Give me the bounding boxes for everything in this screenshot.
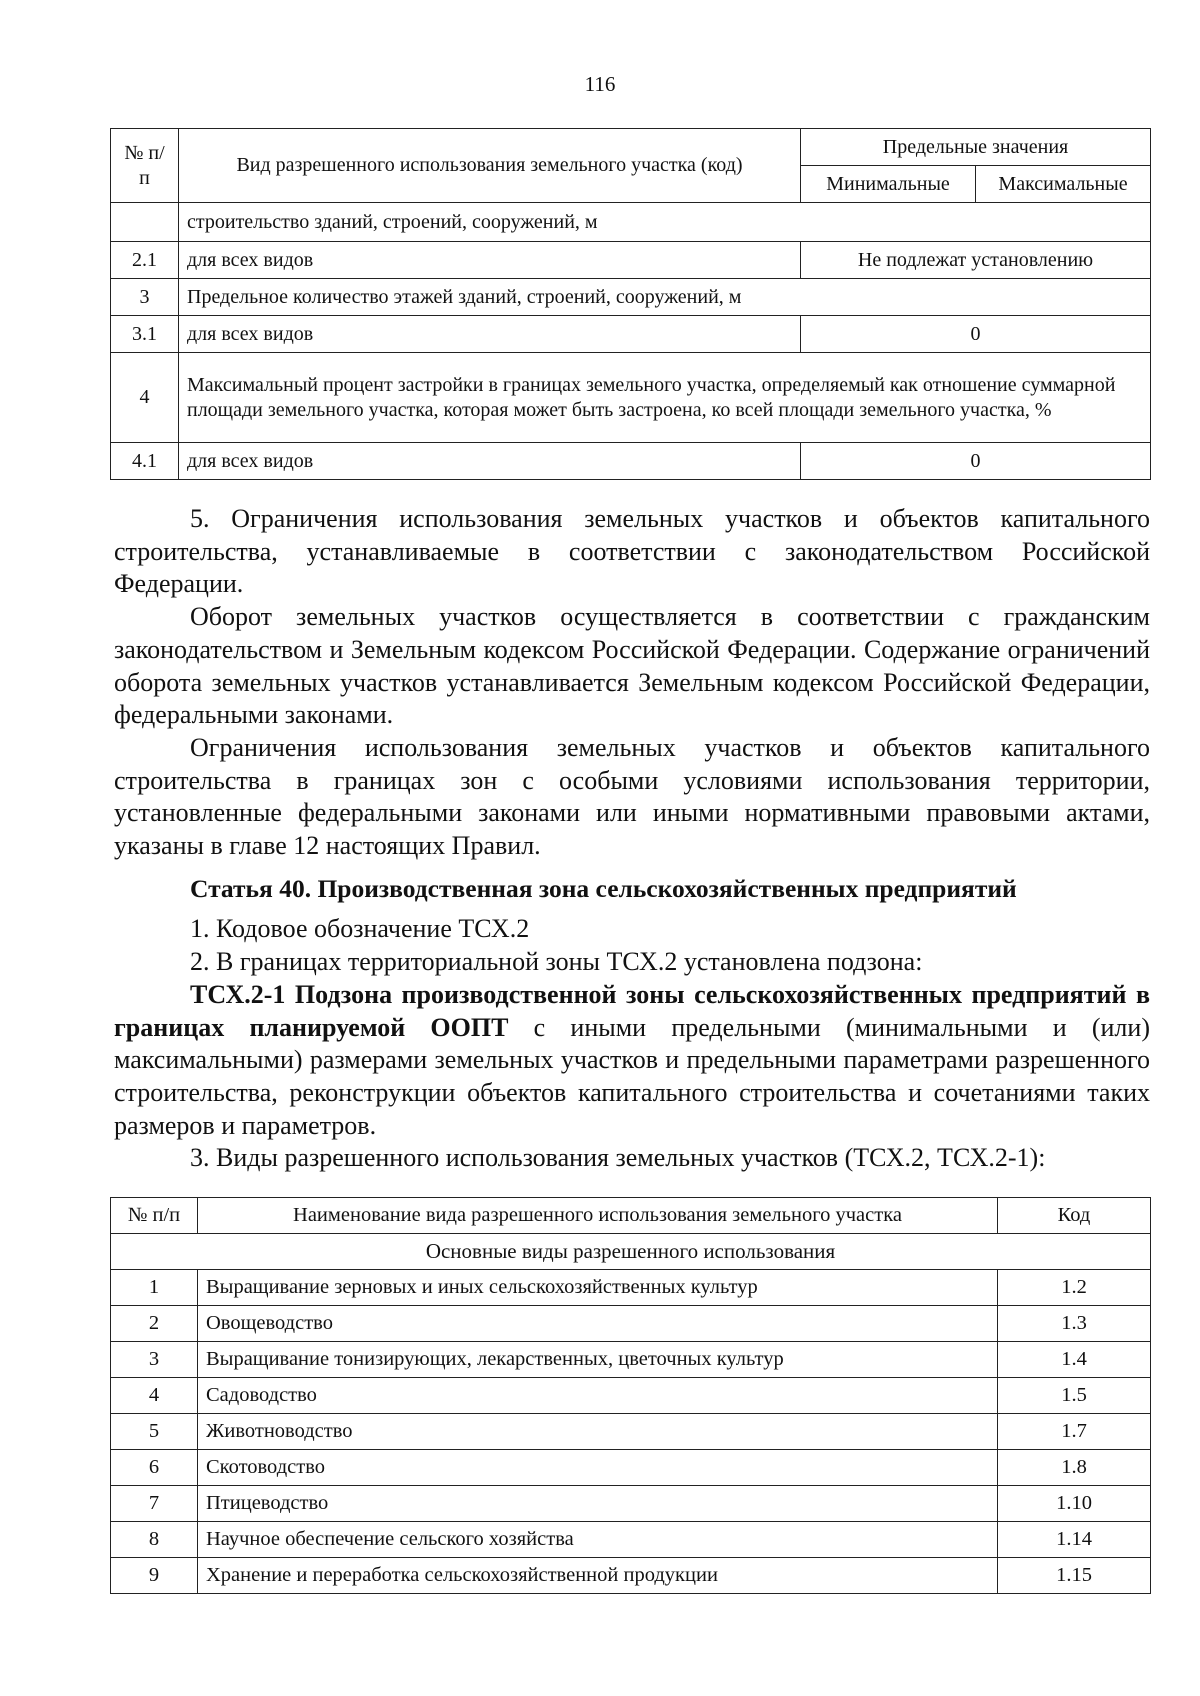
row-name: Выращивание зерновых и иных сельскохозяйственных культур bbox=[198, 1270, 998, 1306]
col-header-type: Вид разрешенного использования земельного участка (код) bbox=[179, 129, 801, 203]
row-name: Скотоводство bbox=[198, 1450, 998, 1486]
row-code: 1.3 bbox=[998, 1306, 1151, 1342]
col-header-num: № п/п bbox=[111, 1198, 198, 1234]
col-header-code: Код bbox=[998, 1198, 1151, 1234]
table-row bbox=[111, 1342, 1151, 1378]
table-row bbox=[111, 1414, 1151, 1450]
row-desc: для всех видов bbox=[179, 242, 801, 279]
row-num: 9 bbox=[111, 1558, 198, 1594]
list-item: 3. Виды разрешенного использования земельных участков (ТСХ.2, ТСХ.2-1): bbox=[190, 1143, 1046, 1173]
row-value: 0 bbox=[801, 316, 1151, 353]
row-num: 5 bbox=[111, 1414, 198, 1450]
row-code: 1.10 bbox=[998, 1486, 1151, 1522]
row-value: 0 bbox=[801, 443, 1151, 480]
table-row bbox=[111, 353, 1151, 443]
article-heading: Статья 40. Производственная зона сельскохозяйственных предприятий bbox=[190, 873, 1017, 903]
table-row bbox=[111, 316, 1151, 353]
subzone-paragraph bbox=[114, 979, 1150, 1143]
paragraph: 5. Ограничения использования земельных участков и объектов капитального строительства, устанавливаемые в соответствии с законодательством Российской Федерации. bbox=[114, 504, 1150, 599]
row-desc: для всех видов bbox=[179, 316, 801, 353]
limits-table bbox=[110, 128, 1151, 480]
row-name: Садоводство bbox=[198, 1378, 998, 1414]
body-text bbox=[114, 503, 1150, 1175]
paragraph: Оборот земельных участков осуществляется в соответствии с гражданским законодательством и Земельным кодексом Российской Федерации. Содержание ограничений оборота земельных участков устанавливается Земельным кодексом Российской Федерации, федеральными законами. bbox=[114, 602, 1150, 730]
row-code: 1.4 bbox=[998, 1342, 1151, 1378]
col-header-limits: Предельные значения bbox=[801, 129, 1151, 166]
table-row bbox=[111, 1378, 1151, 1414]
row-num: 2 bbox=[111, 1306, 198, 1342]
row-name: Птицеводство bbox=[198, 1486, 998, 1522]
list-item: 1. Кодовое обозначение ТСХ.2 bbox=[190, 914, 530, 944]
row-num bbox=[111, 203, 179, 242]
row-code: 1.2 bbox=[998, 1270, 1151, 1306]
row-name: Овощеводство bbox=[198, 1306, 998, 1342]
table-row bbox=[111, 1270, 1151, 1306]
table-row bbox=[111, 443, 1151, 480]
row-num: 4 bbox=[111, 1378, 198, 1414]
list-item: 2. В границах территориальной зоны ТСХ.2 установлена подзона: bbox=[190, 947, 923, 977]
table-row bbox=[111, 1486, 1151, 1522]
table-row bbox=[111, 242, 1151, 279]
row-num: 3 bbox=[111, 1342, 198, 1378]
row-value: Не подлежат установлению bbox=[801, 242, 1151, 279]
col-header-max: Максимальные bbox=[976, 166, 1151, 203]
row-code: 1.5 bbox=[998, 1378, 1151, 1414]
row-code: 1.14 bbox=[998, 1522, 1151, 1558]
table-row bbox=[111, 1522, 1151, 1558]
row-num: 7 bbox=[111, 1486, 198, 1522]
row-num: 4 bbox=[111, 353, 179, 443]
subzone-title: ТСХ.2-1 Подзона производственной зоны сельскохозяйственных предприятий в границах планируемой ООПТ bbox=[114, 979, 1150, 1042]
row-num: 3 bbox=[111, 279, 179, 316]
subzone-text: с иными предельными (минимальными и (или) максимальными) размерами земельных участков и предельными параметрами разрешенного строительства, реконструкции объектов капитального строительства и сочетаниями таких размеров и параметров. bbox=[114, 1012, 1150, 1140]
col-header-num: № п/п bbox=[111, 129, 179, 203]
page-number: 116 bbox=[584, 72, 616, 96]
row-code: 1.8 bbox=[998, 1450, 1151, 1486]
row-num: 4.1 bbox=[111, 443, 179, 480]
row-name: Выращивание тонизирующих, лекарственных, цветочных культур bbox=[198, 1342, 998, 1378]
row-name: Научное обеспечение сельского хозяйства bbox=[198, 1522, 998, 1558]
paragraph: Ограничения использования земельных участков и объектов капитального строительства в границах зон с особыми условиями использования территории, установленные федеральными законами или иными нормативными правовыми актами, указаны в главе 12 настоящих Правил. bbox=[114, 732, 1150, 861]
row-num: 1 bbox=[111, 1270, 198, 1306]
row-num: 8 bbox=[111, 1522, 198, 1558]
col-header-name: Наименование вида разрешенного использования земельного участка bbox=[198, 1198, 998, 1234]
row-name: Хранение и переработка сельскохозяйственной продукции bbox=[198, 1558, 998, 1594]
row-code: 1.7 bbox=[998, 1414, 1151, 1450]
group-header: Основные виды разрешенного использования bbox=[111, 1234, 1151, 1270]
row-desc: Максимальный процент застройки в границах земельного участка, определяемый как отношение суммарной площади земельного участка, которая может быть застроена, ко всей площади земельного участка, % bbox=[179, 353, 1151, 443]
row-num: 3.1 bbox=[111, 316, 179, 353]
row-num: 6 bbox=[111, 1450, 198, 1486]
row-desc: строительство зданий, строений, сооружений, м bbox=[179, 203, 1151, 242]
row-code: 1.15 bbox=[998, 1558, 1151, 1594]
row-desc: для всех видов bbox=[179, 443, 801, 480]
table-row bbox=[111, 203, 1151, 242]
table-row bbox=[111, 1306, 1151, 1342]
usage-types-table bbox=[110, 1197, 1151, 1594]
table-row bbox=[111, 1450, 1151, 1486]
table-row bbox=[111, 1558, 1151, 1594]
table-row bbox=[111, 279, 1151, 316]
col-header-min: Минимальные bbox=[801, 166, 976, 203]
row-desc: Предельное количество этажей зданий, строений, сооружений, м bbox=[179, 279, 1151, 316]
row-name: Животноводство bbox=[198, 1414, 998, 1450]
row-num: 2.1 bbox=[111, 242, 179, 279]
